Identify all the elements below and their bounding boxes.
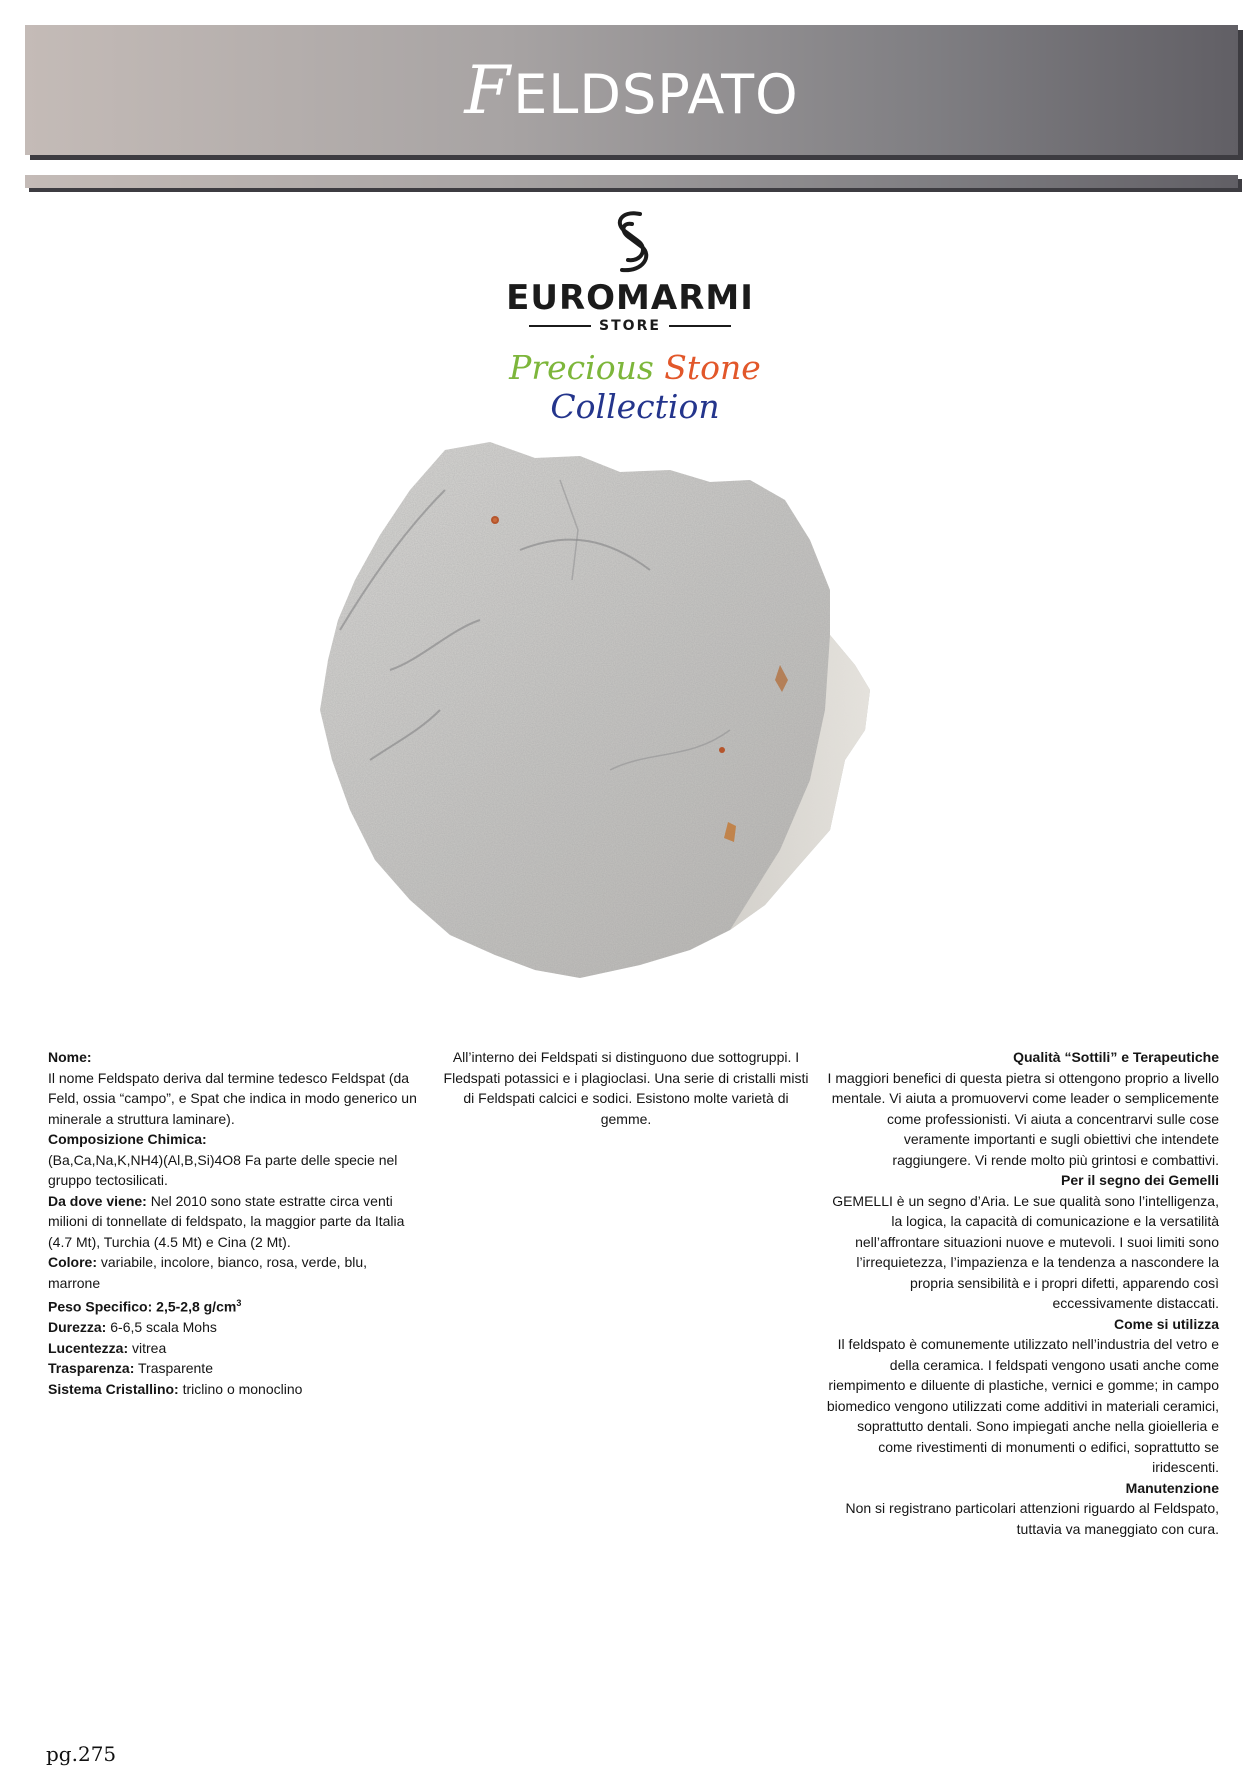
title-text: ELDSPATO [513,62,799,126]
brand-logo [480,208,780,334]
nome-label: Nome: [48,1049,92,1065]
lucentezza-text: vitrea [128,1339,167,1356]
tagline-word-precious: Precious [509,348,654,387]
provenienza-row [48,1191,420,1253]
brand-name: EUROMARMI [506,278,754,318]
feldspar-stone-image [310,430,950,1000]
sistema-row [48,1379,420,1400]
page-title [464,52,798,129]
utilizzo-heading: Come si utilizza [1113,1315,1219,1332]
properties-column [48,1047,420,1399]
composizione-text: (Ba,Ca,Na,K,NH4)(Al,B,Si)4O8 Fa parte delle specie nel gruppo tectosilicati. [48,1151,398,1188]
qualities-column [826,1047,1219,1539]
peso-row [48,1293,420,1317]
manutenzione-text: Non si registrano particolari attenzioni riguardo al Feldspato, tuttavia va maneggiato con cura. [845,1500,1219,1537]
segno-heading: Per il segno dei Gemelli [1061,1172,1219,1188]
tagline-word-stone: Stone [664,348,761,387]
lucentezza-label: Lucentezza: [48,1339,129,1356]
peso-unit-exponent: 3 [236,1298,242,1308]
colore-label: Colore: [48,1254,97,1270]
title-initial: F [464,51,512,129]
euromarmi-s-logo-icon [600,208,660,278]
brand-subtitle [480,318,780,334]
utilizzo-text: Il feldspato è comunemente utilizzato nell’industria del vetro e della ceramica. I feldspati vengono usati anche come riempimento e diluente di plastiche, vernici e gomme; in campo biomedico vengono utilizzati come additivi in materiali ceramici, soprattutto dentali. Sono impiegati anche nella gioielleria e come rivestimenti di monumenti o edifici, soprattutto se iridescenti. [826,1336,1219,1475]
composizione-label: Composizione Chimica: [48,1131,207,1147]
colore-row [48,1252,420,1293]
trasparenza-label: Trasparenza: [48,1360,135,1377]
subgroups-text: All’interno dei Feldspati si distinguono due sottogruppi. I Fledspati potassici e i plagioclasi. Una serie di cristalli misti di Feldspati calcici e sodici. Esistono molte varietà di gemme. [443,1049,809,1127]
peso-text: 2,5-2,8 g/cm [152,1298,237,1315]
sistema-label: Sistema Cristallino: [48,1380,179,1397]
subgroups-column [440,1047,812,1129]
trasparenza-text: Trasparente [134,1360,213,1377]
nome-text: Il nome Feldspato deriva dal termine tedesco Feldspat (da Feld, ossia “campo”, e Spat che indica in modo generico un minerale a struttura laminare). [48,1069,417,1127]
provenienza-text: Nel 2010 sono state estratte circa venti milioni di tonnellate di feldspato, la maggior parte da Italia (4.7 Mt), Turchia (4.5 Mt) e Cina (2 Mt). [48,1192,405,1250]
peso-label: Peso Specifico: [48,1298,153,1315]
segno-text: GEMELLI è un segno d’Aria. Le sue qualità sono l’intelligenza, la logica, la capacità di comunicazione e la versatilità nell’affrontare situazioni nuove e mutevoli. I suoi limiti sono l’irrequietezza, l’impazienza e la tendenza a nascondere la propria sensibilità e i propri difetti, apparendo così eccessivamente distaccati. [832,1192,1219,1311]
trasparenza-row [48,1358,420,1379]
provenienza-label: Da dove viene: [48,1192,147,1209]
durezza-label: Durezza: [48,1319,107,1336]
collection-tagline [470,348,800,426]
durezza-row [48,1317,420,1338]
page-number: pg.275 [46,1742,117,1766]
manutenzione-heading: Manutenzione [1125,1479,1219,1496]
title-banner [25,25,1238,155]
durezza-text: 6-6,5 scala Mohs [106,1319,217,1336]
divider [669,325,731,327]
title-underline-strip [25,175,1238,188]
colore-text: variabile, incolore, bianco, rosa, verde, blu, marrone [48,1254,368,1291]
sistema-text: triclino o monoclino [178,1380,303,1397]
qualita-heading: Qualità “Sottili” e Terapeutiche [1013,1049,1219,1065]
tagline-word-collection: Collection [550,387,720,426]
lucentezza-row [48,1338,420,1359]
brand-sub-label: STORE [599,318,661,334]
qualita-text: I maggiori benefici di questa pietra si ottengono proprio a livello mentale. Vi aiuta a promuovervi come leader o semplicemente come professionisti. Vi aiuta a concentrarvi sulle cose veramente importanti e sugli obiettivi che intendete raggiungere. Vi rende molto più grintosi e combattivi. [827,1069,1219,1168]
divider [529,325,591,327]
